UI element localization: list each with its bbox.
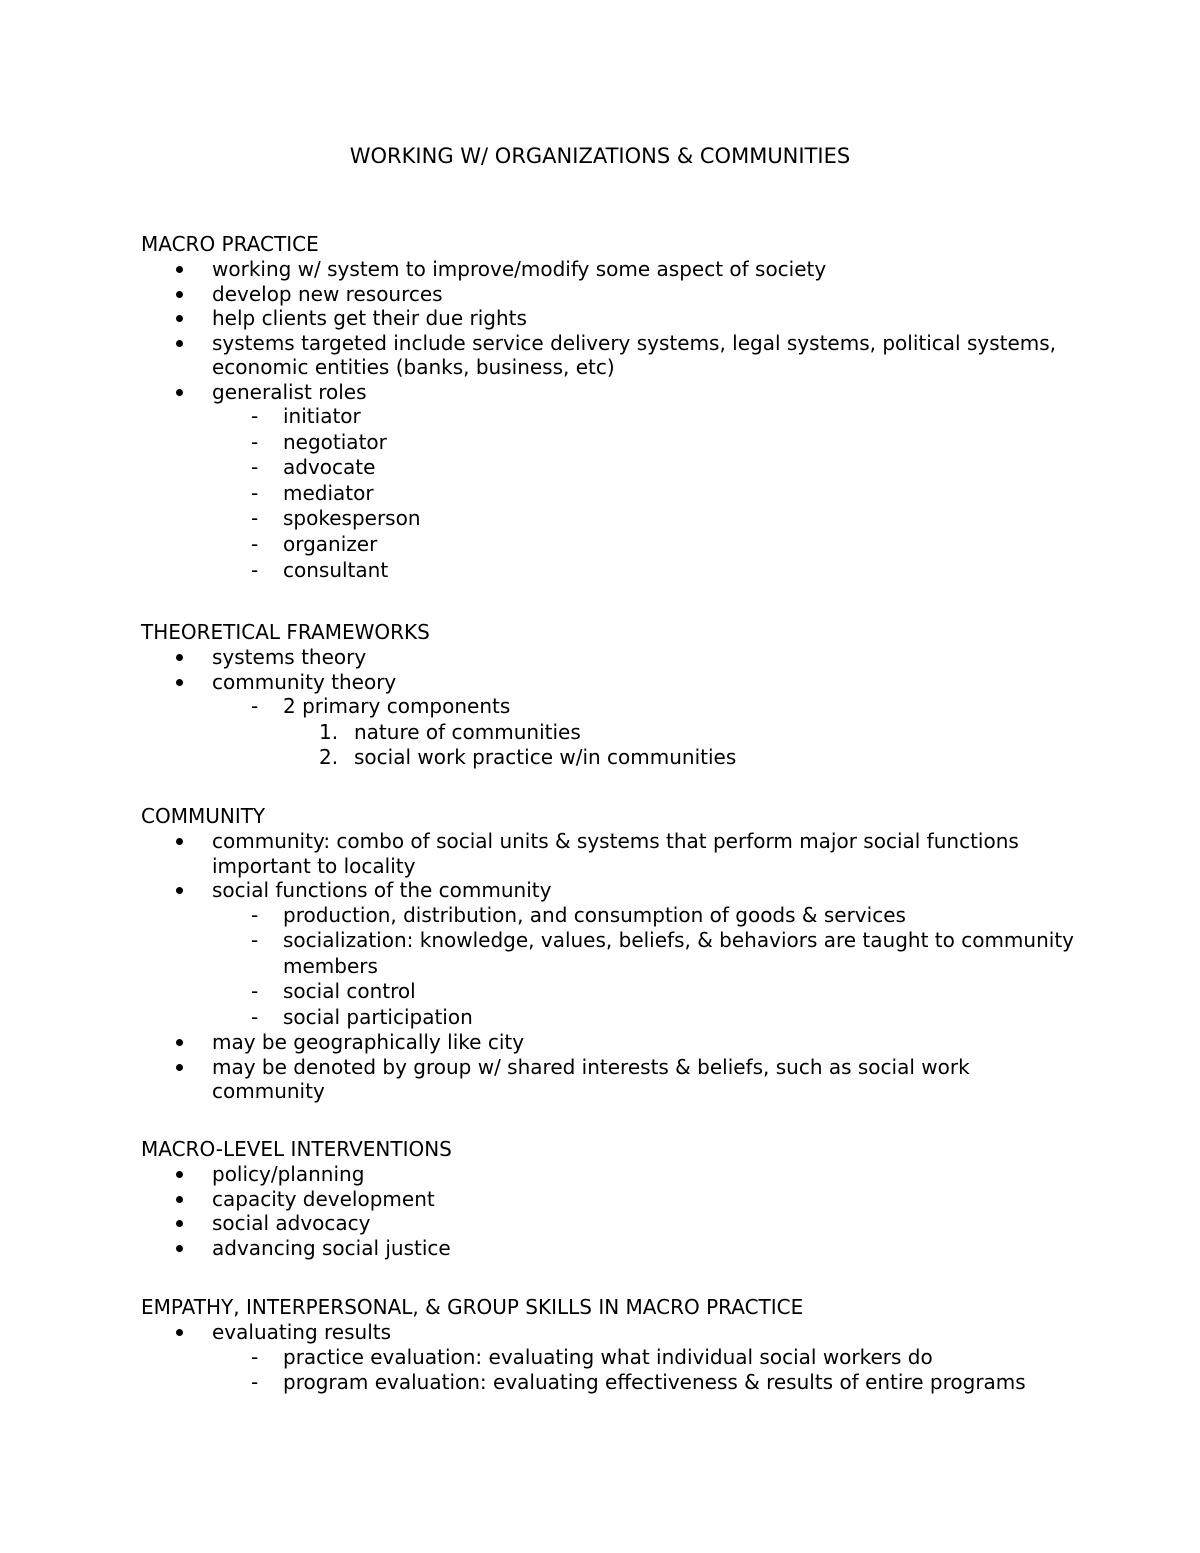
- sub-list: [212, 903, 1081, 1031]
- dash-icon: -: [251, 506, 259, 531]
- dash-icon: -: [251, 531, 259, 556]
- bullet-icon: [176, 266, 183, 273]
- dash-icon: -: [251, 1370, 259, 1395]
- bullet-icon: [176, 291, 183, 298]
- section-empathy-skills: [141, 1294, 1081, 1396]
- bullet-icon: [176, 838, 183, 845]
- list-item: capacity development: [141, 1187, 1081, 1212]
- list-item: community theory - 2 primary components 1. nature of communities 2. social work practice w/in communities: [141, 670, 1081, 771]
- bullet-icon: [176, 1171, 183, 1178]
- sub-list-item: - organizer: [251, 531, 378, 556]
- bullet-icon: [176, 315, 183, 322]
- sub-list-item: - 2 primary components 1. nature of communities 2. social work practice w/in communities: [212, 694, 1081, 770]
- dash-icon: -: [251, 480, 259, 505]
- sub-list-item: - program evaluation: evaluating effectiveness & results of entire programs: [251, 1370, 1026, 1395]
- list-item: advancing social justice: [141, 1236, 1081, 1261]
- numbered-item: 1. nature of communities: [319, 719, 581, 744]
- sub-list-item: - mediator: [251, 480, 374, 505]
- bullet-list: [141, 829, 1081, 1104]
- dash-icon: -: [251, 902, 259, 927]
- dash-icon: -: [251, 979, 259, 1004]
- dash-icon: -: [251, 928, 259, 953]
- dash-icon: -: [251, 404, 259, 428]
- section-theoretical-frameworks: [141, 619, 1081, 770]
- section-macro-level-interventions: [141, 1136, 1081, 1260]
- bullet-icon: [176, 1196, 183, 1203]
- list-item: policy/planning: [141, 1162, 1081, 1187]
- section-heading: MACRO PRACTICE: [141, 232, 319, 256]
- numbered-list: [283, 720, 1081, 771]
- list-item: social advocacy: [141, 1211, 1081, 1236]
- list-item: help clients get their due rights: [141, 306, 1081, 331]
- bullet-list: [141, 1320, 1081, 1396]
- dash-icon: -: [251, 429, 259, 454]
- bullet-list: [141, 1162, 1081, 1260]
- sub-list-item: - social participation: [251, 1004, 473, 1029]
- bullet-icon: [176, 389, 183, 396]
- sub-list-item: - initiator: [251, 404, 361, 428]
- dash-icon: -: [251, 1344, 259, 1369]
- bullet-list: [141, 257, 1081, 583]
- dash-icon: -: [251, 455, 259, 480]
- list-item: may be geographically like city: [141, 1030, 1081, 1055]
- list-item: working w/ system to improve/modify some aspect of society: [141, 257, 1081, 282]
- document-title: WORKING W/ ORGANIZATIONS & COMMUNITIES: [349, 144, 851, 168]
- bullet-icon: [176, 654, 183, 661]
- bullet-icon: [176, 679, 183, 686]
- sub-list-item: - advocate: [251, 455, 376, 480]
- section-heading: MACRO-LEVEL INTERVENTIONS: [141, 1137, 452, 1161]
- section-macro-practice: [141, 231, 1081, 583]
- sub-list-item: - negotiator: [251, 429, 387, 454]
- list-item: evaluating results - practice evaluation: evaluating what individual social workers do - program evaluation: evaluating effectiveness & results of entire programs: [141, 1320, 1081, 1396]
- list-item: develop new resources: [141, 282, 1081, 307]
- section-community: [141, 803, 1081, 1104]
- sub-list-item: - production, distribution, and consumption of goods & services: [251, 902, 906, 927]
- dash-icon: -: [251, 694, 259, 718]
- sub-list-item: - practice evaluation: evaluating what individual social workers do: [251, 1344, 933, 1369]
- list-item: may be denoted by group w/ shared interests & beliefs, such as social work community: [141, 1055, 1081, 1104]
- dash-icon: -: [251, 557, 259, 582]
- numbered-item: 2. social work practice w/in communities: [319, 744, 737, 769]
- sub-list: [212, 1345, 1081, 1396]
- sub-list-item: - socialization: knowledge, values, beliefs, & behaviors are taught to community members: [251, 928, 1074, 978]
- section-heading: EMPATHY, INTERPERSONAL, & GROUP SKILLS IN MACRO PRACTICE: [141, 1295, 804, 1319]
- bullet-list: [141, 645, 1081, 770]
- list-item: community: combo of social units & systems that perform major social functions important to locality: [141, 829, 1081, 878]
- list-item: social functions of the community - production, distribution, and consumption of goods & services - socialization: knowledge, values, beliefs, & behaviors are taught to community members - social control - social participation: [141, 878, 1081, 1030]
- bullet-icon: [176, 1245, 183, 1252]
- sub-list: [212, 694, 1081, 770]
- bullet-icon: [176, 1329, 183, 1336]
- section-heading: COMMUNITY: [141, 804, 266, 828]
- list-item: systems theory: [141, 645, 1081, 670]
- bullet-icon: [176, 1039, 183, 1046]
- sub-list: [212, 404, 1081, 583]
- bullet-icon: [176, 1064, 183, 1071]
- list-item: systems targeted include service delivery systems, legal systems, political systems, economic entities (banks, business, etc): [141, 331, 1081, 380]
- sub-list-item: - social control: [251, 979, 416, 1004]
- sub-list-item: - spokesperson: [251, 506, 421, 531]
- sub-list-item: - consultant: [251, 557, 389, 582]
- section-heading: THEORETICAL FRAMEWORKS: [141, 620, 430, 644]
- bullet-icon: [176, 340, 183, 347]
- bullet-icon: [176, 887, 183, 894]
- dash-icon: -: [251, 1004, 259, 1029]
- bullet-icon: [176, 1220, 183, 1227]
- list-item: generalist roles - initiator - negotiator - advocate - mediator - spokesperson - organizer - consultant: [141, 380, 1081, 584]
